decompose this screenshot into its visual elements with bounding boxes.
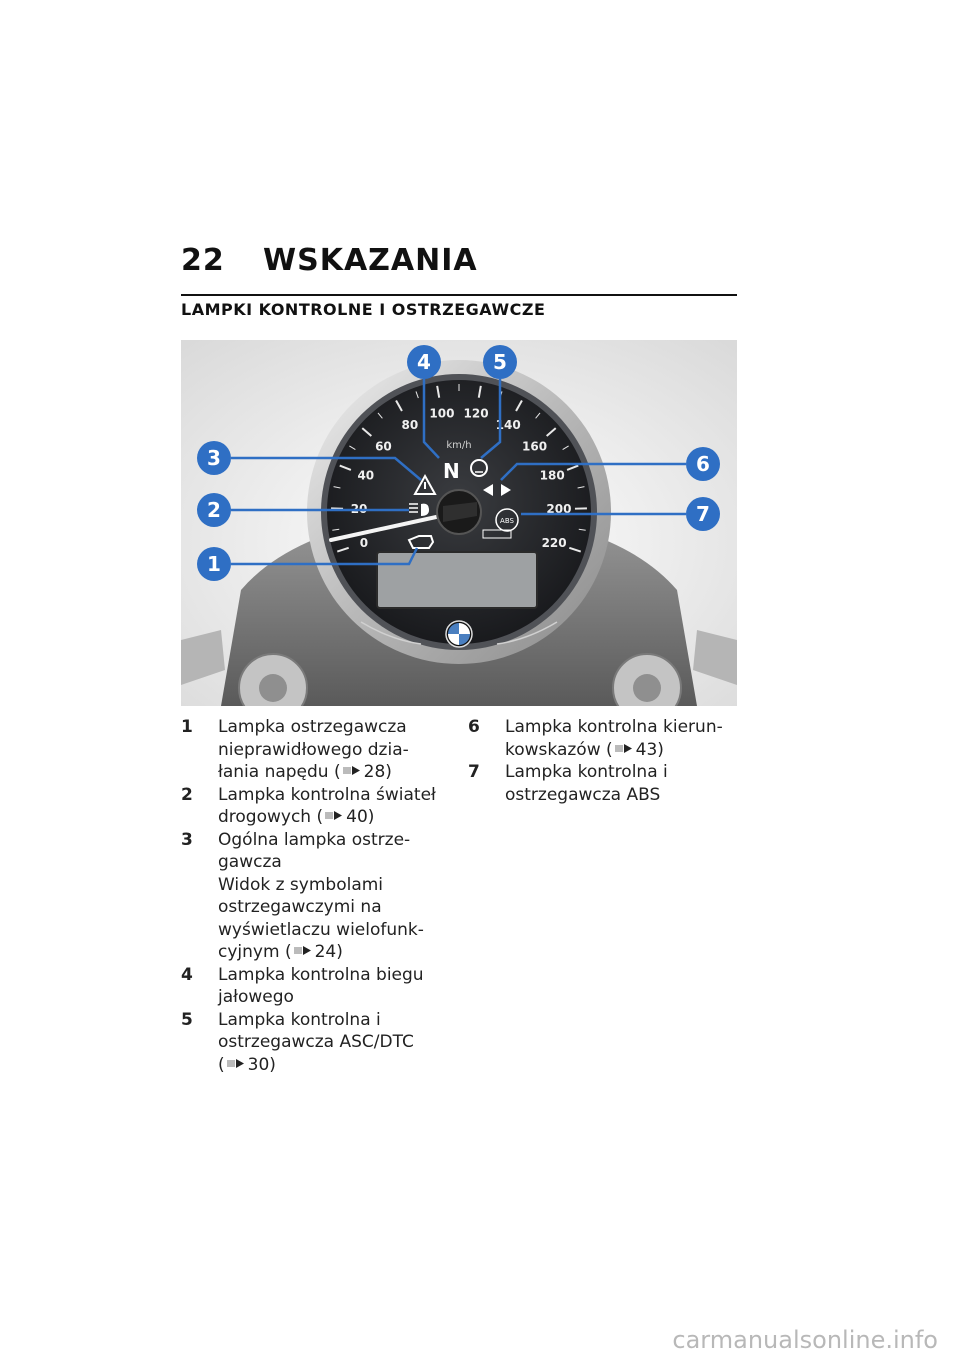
watermark: carmanualsonline.info xyxy=(672,1326,938,1354)
legend-line xyxy=(218,806,443,829)
legend-item xyxy=(181,716,443,784)
speed-tick-label: 200 xyxy=(546,502,572,517)
legend-line: ostrzegawcza ASC/DTC xyxy=(218,1032,414,1052)
legend-line: wyświetlaczu wielofunk- xyxy=(218,919,424,940)
legend-line: gawcza xyxy=(218,852,282,872)
legend-text xyxy=(218,784,443,829)
cross-reference-arrow-icon xyxy=(294,945,312,956)
chapter-title: WSKAZANIA xyxy=(263,243,478,278)
svg-text:ABS: ABS xyxy=(500,517,514,525)
legend-text xyxy=(505,716,738,761)
legend-number: 1 xyxy=(181,717,193,737)
legend-item xyxy=(181,1009,443,1077)
legend-line: Lampka ostrzegawcza xyxy=(218,717,407,737)
speed-tick-label: 140 xyxy=(495,417,521,432)
legend-number: 2 xyxy=(181,784,193,805)
page-reference-link[interactable]: ( 28) xyxy=(333,762,392,782)
legend-column-1 xyxy=(181,716,443,1076)
speed-tick-label: 120 xyxy=(463,406,489,421)
callout-number: 5 xyxy=(493,350,507,374)
speed-tick-label: 40 xyxy=(357,468,375,483)
legend-line: Widok z symbolami xyxy=(218,874,384,895)
callout-number: 7 xyxy=(696,502,710,526)
speed-unit-label: km/h xyxy=(446,440,472,451)
page-reference-link[interactable]: ( 30) xyxy=(218,1054,276,1075)
callout-number: 4 xyxy=(417,350,431,374)
speed-tick-label: 160 xyxy=(522,439,548,454)
chapter-heading xyxy=(181,243,737,278)
legend-line-text: kowskazów xyxy=(505,739,606,760)
cross-reference-arrow-icon xyxy=(343,765,361,776)
callout-number: 3 xyxy=(207,446,221,470)
speed-tick-label: 100 xyxy=(429,406,455,421)
page-header xyxy=(181,243,737,278)
legend-item xyxy=(468,716,738,761)
callout-marker-2 xyxy=(197,493,231,527)
legend-text xyxy=(218,1009,443,1077)
callout-marker-4 xyxy=(407,345,441,379)
page-reference-link[interactable]: ( 43) xyxy=(606,739,664,760)
callout-marker-1 xyxy=(197,547,231,581)
legend-number: 6 xyxy=(468,717,480,737)
legend-column-2 xyxy=(468,716,738,806)
speed-tick-label: 180 xyxy=(539,468,565,483)
speed-tick-label: 220 xyxy=(541,535,567,550)
cross-reference-arrow-icon xyxy=(227,1058,245,1069)
legend-item xyxy=(181,964,443,1009)
instrument-cluster-illustration xyxy=(181,340,737,706)
cross-reference-arrow-icon xyxy=(325,810,343,821)
legend-text xyxy=(218,964,443,1009)
legend-text xyxy=(218,716,443,784)
page-reference-link[interactable]: ( 40) xyxy=(316,807,375,827)
callout-marker-5 xyxy=(483,345,517,379)
legend-text xyxy=(505,761,738,806)
legend-number: 4 xyxy=(181,964,193,985)
bmw-logo-icon xyxy=(446,621,472,647)
legend-line: Lampka kontrolna biegu xyxy=(218,964,424,985)
legend-line: Lampka kontrolna i xyxy=(505,762,668,782)
legend-line: Ogólna lampka ostrze- xyxy=(218,829,411,850)
page-reference-link[interactable]: ( 24) xyxy=(284,942,343,962)
callout-number: 6 xyxy=(696,452,710,476)
callout-marker-6 xyxy=(686,447,720,481)
legend-text xyxy=(218,829,443,964)
neutral-gear-icon: N xyxy=(443,459,460,483)
instrument-cluster-figure xyxy=(181,340,737,706)
legend-item xyxy=(181,784,443,829)
callout-marker-7 xyxy=(686,497,720,531)
speed-tick-label: 0 xyxy=(359,535,369,550)
legend-line: Lampka kontrolna kierun- xyxy=(505,717,723,737)
legend-item xyxy=(181,829,443,964)
legend-line: ostrzegawcza ABS xyxy=(505,784,661,805)
callout-number: 2 xyxy=(207,498,221,522)
legend-number: 3 xyxy=(181,829,193,850)
callout-number: 1 xyxy=(207,552,221,576)
speed-tick-label: 80 xyxy=(401,417,419,432)
legend-number: 7 xyxy=(468,762,480,782)
legend-line-text: łania napędu xyxy=(218,762,334,782)
speed-tick-label: 60 xyxy=(375,439,392,454)
legend-line xyxy=(505,739,738,762)
legend-line xyxy=(218,1054,443,1077)
multifunction-display xyxy=(377,552,537,608)
legend-line: Lampka kontrolna i xyxy=(218,1009,381,1030)
chapter-number: 22 xyxy=(181,243,225,278)
cross-reference-arrow-icon xyxy=(615,743,633,754)
legend-line xyxy=(218,761,443,784)
section-title: LAMPKI KONTROLNE I OSTRZEGAWCZE xyxy=(181,300,546,319)
header-divider xyxy=(181,294,737,296)
legend-number: 5 xyxy=(181,1009,193,1030)
legend-item xyxy=(468,761,738,806)
legend-line-text: drogowych xyxy=(218,807,317,827)
callout-marker-3 xyxy=(197,441,231,475)
legend-line-text: cyjnym xyxy=(218,942,285,962)
legend-line: jałowego xyxy=(218,987,294,1007)
legend-line: ostrzegawczymi na xyxy=(218,897,382,917)
legend-line: Lampka kontrolna świateł xyxy=(218,784,436,805)
speed-tick-label: 20 xyxy=(350,502,368,517)
legend-line xyxy=(218,941,443,964)
legend-line: nieprawidłowego dzia- xyxy=(218,739,409,760)
